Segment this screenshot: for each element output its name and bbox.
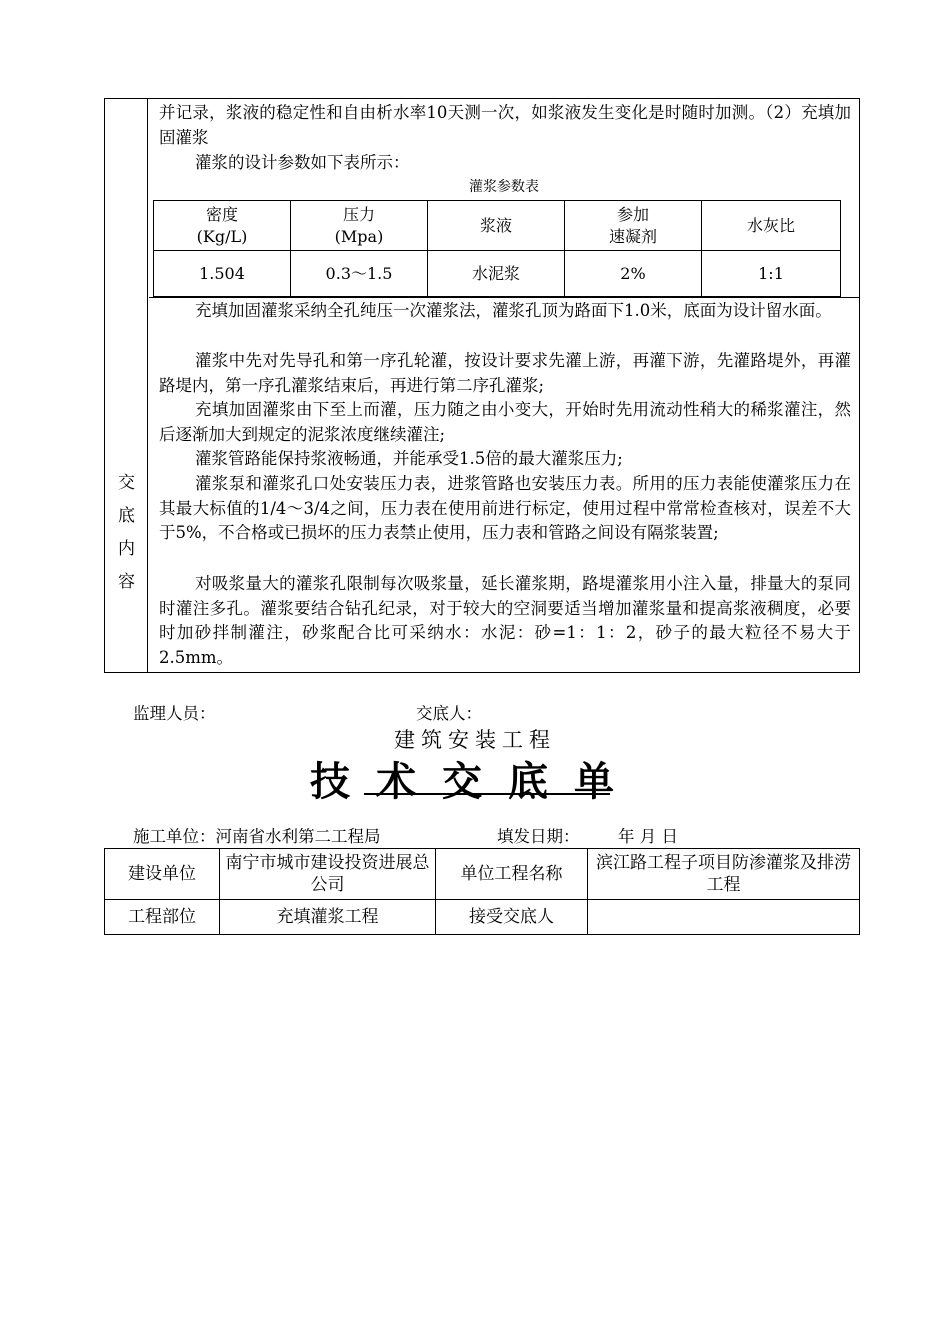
date-label: 填发日期： xyxy=(497,827,580,846)
side-label-char: 容 xyxy=(118,572,135,592)
side-label-char: 交 xyxy=(118,473,135,493)
info-value-cell: 滨江路工程子项目防渗灌浆及排涝工程 xyxy=(588,849,860,900)
section-divider xyxy=(149,297,859,298)
body-paragraph: 灌浆管路能保持浆液畅通，并能承受1.5倍的最大灌浆压力; xyxy=(195,449,623,468)
intro-paragraph: 并记录，浆液的稳定性和自由析水率10天测一次，如浆液发生变化是时随时加测。（2）充填加固灌浆 xyxy=(159,103,851,147)
param-header-cell: 浆液 xyxy=(428,201,565,251)
param-header-cell: 压力 (Mpa) xyxy=(291,201,428,251)
param-value-cell: 1.504 xyxy=(154,251,291,297)
info-label-cell: 工程部位 xyxy=(105,900,220,935)
info-row xyxy=(105,900,860,935)
form-subtitle: 建筑安装工程 xyxy=(394,728,556,752)
construction-unit-label: 施工单位：河南省水利第二工程局 xyxy=(133,827,381,846)
side-label-char: 内 xyxy=(118,539,135,559)
info-table xyxy=(104,848,860,935)
intro-paragraph-2: 灌浆的设计参数如下表所示： xyxy=(195,153,410,172)
title-underline xyxy=(364,793,610,795)
content-body xyxy=(149,99,859,672)
info-value-cell xyxy=(588,900,860,935)
body-paragraph: 灌浆中先对先导孔和第一序孔轮灌，按设计要求先灌上游，再灌下游，先灌路堤外，再灌路堤内，第一序孔灌浆结束后，再进行第二序孔灌浆; xyxy=(159,351,851,395)
param-value-cell: 水泥浆 xyxy=(428,251,565,297)
body-paragraph: 充填加固灌浆由下至上而灌，压力随之由小变大，开始时先用流动性稍大的稀浆灌注，然后逐渐加大到规定的泥浆浓度继续灌注; xyxy=(159,400,851,444)
side-label-column xyxy=(105,99,148,672)
param-header-cell: 水灰比 xyxy=(702,201,841,251)
table-caption: 灌浆参数表 xyxy=(469,179,539,195)
info-label-cell: 单位工程名称 xyxy=(436,849,588,900)
param-value-cell: 2% xyxy=(565,251,702,297)
body-paragraph: 对吸浆量大的灌浆孔限制每次吸浆量，延长灌浆期，路堤灌浆用小注入量，排量大的泵同时灌注多孔。灌浆要结合钻孔纪录，对于较大的空洞要适当增加灌浆量和提高浆液稠度，必要时加砂拌制灌注，砂浆配合比可采纳水：水泥：砂=1：1：2，砂子的最大粒径不易大于2.5mm。 xyxy=(159,574,851,667)
param-value-cell: 0.3～1.5 xyxy=(291,251,428,297)
info-label-cell: 接受交底人 xyxy=(436,900,588,935)
form-title: 技术交底单 xyxy=(310,758,640,805)
param-value-cell: 1:1 xyxy=(702,251,841,297)
supervisor-label: 监理人员： xyxy=(133,704,216,723)
param-header-row xyxy=(154,201,841,251)
discloser-label: 交底人： xyxy=(416,704,482,723)
disclosure-content-box xyxy=(104,98,860,673)
param-table xyxy=(153,200,841,297)
info-row xyxy=(105,849,860,900)
param-header-cell: 参加 速凝剂 xyxy=(565,201,702,251)
param-value-row xyxy=(154,251,841,297)
date-fields: 年 月 日 xyxy=(618,827,678,846)
body-paragraph: 充填加固灌浆采纳全孔纯压一次灌浆法，灌浆孔顶为路面下1.0米，底面为设计留水面。 xyxy=(195,301,832,320)
info-value-cell: 南宁市城市建设投资进展总公司 xyxy=(220,849,436,900)
info-label-cell: 建设单位 xyxy=(105,849,220,900)
side-label-char: 底 xyxy=(118,506,135,526)
body-paragraph: 灌浆泵和灌浆孔口处安装压力表，进浆管路也安装压力表。所用的压力表能使灌浆压力在其最大标值的1/4～3/4之间，压力表在使用前进行标定，使用过程中常常检查核对，误差不大于5%，不合格或已损坏的压力表禁止使用，压力表和管路之间设有隔浆装置; xyxy=(159,474,851,542)
side-label xyxy=(105,467,148,599)
param-header-cell: 密度 (Kg/L) xyxy=(154,201,291,251)
info-value-cell: 充填灌浆工程 xyxy=(220,900,436,935)
